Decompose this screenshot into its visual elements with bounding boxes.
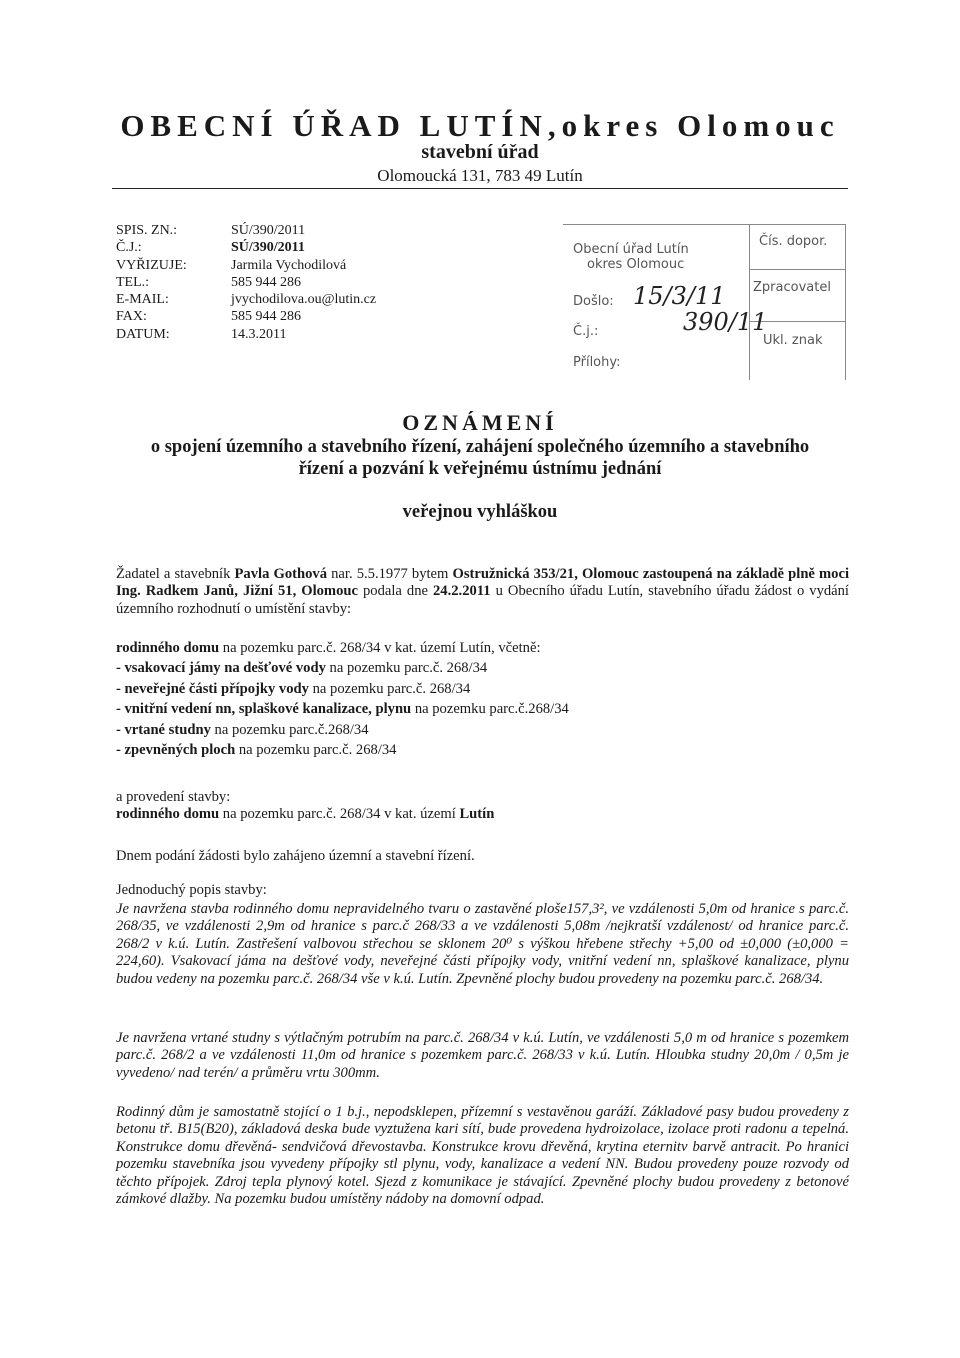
info-row-vyrizuje: VYŘIZUJE: Jarmila Vychodilová [116,257,347,273]
stamp-zpracovatel: Zpracovatel [753,280,831,295]
office-address: Olomoucká 131, 783 49 Lutín [377,166,583,185]
stamp-ukl-znak: Ukl. znak [763,333,823,348]
registry-stamp [563,224,846,380]
applicant-address: Ostružnická 353/21, Olomouc zastoupená na základě plně moci Ing. Radkem Janů, Jižní 51, Olomouc [116,566,850,600]
notice-title: OZNÁMENÍ [402,410,558,435]
stamp-office-line2: okres Olomouc [587,257,685,272]
procedure-started: Dnem podání žádosti bylo zahájeno územní a stavební řízení. [116,848,475,864]
stamp-dosla-label: Došlo: [573,294,614,309]
description-paragraph-1: Je navržena stavba rodinného domu nepravidelného tvaru o zastavěné ploše157,3², ve vzdálenosti 5,0m od hranice s parc.č. 268/35, ve vzdálenosti 2,9m od hranice s parc.č 268/33 a ve vzdálenosti 5,08m /nejkratší vzdálenost/ od hranice parc.č. 268/2 v k.ú. Lutín. Zastřešení valbovou střechou se sklonem 20⁰ s výškou hřebene střechy +5,00 od ±0,000 (±0,000 = 224,60). Vsakovací jáma na dešťové vody, neveřejné části přípojky vody, vnitřní vedení nn, splaškové kanalizace, plynu budou vedeny na pozemku parc.č. 268/34 vše v k.ú. Lutín. Zpevněné plochy budou provedeny na pozemku parc.č. 268/34. [116,901,849,987]
stamp-cis-dopor: Čís. dopor. [759,234,828,249]
list-item: - neveřejné části přípojky vody na pozemku parc.č. 268/34 [116,680,471,697]
placement-main: rodinného domu na pozemku parc.č. 268/34 v kat. území Lutín, včetně: [116,640,541,656]
application-date: 24.2.2011 [433,583,491,600]
description-paragraph-2: Je navržena vrtané studny s výtlačným potrubím na parc.č. 268/34 v k.ú. Lutín, ve vzdálenosti 5,0 m od hranice s pozemkem parc.č. 268/2 a ve vzdálenosti 11,0m od hranice s pozemkem parc.č. 268/33 v k.ú. Lutín. Hloubka studny 20,0m / 0,5m je vyvedeno/ nad terén/ a průměru vrtu 300mm. [116,1030,849,1081]
file-info [116,222,376,343]
info-row-fax: FAX: 585 944 286 [116,309,301,325]
notice-subtitle: o spojení územního a stavebního řízení, zahájení společného územního a stavebního řízení a pozvání k veřejnému ústnímu jednání [150,437,810,479]
stamp-office-line1: Obecní úřad Lutín [573,242,689,257]
list-item: - vrtané studny na pozemku parc.č.268/34 [116,721,369,738]
list-item: - zpevněných ploch na pozemku parc.č. 268/34 [116,742,397,759]
stamp-dosla-handwritten: 15/3/11 [633,282,726,310]
placement-list [116,640,849,759]
info-row-datum: DATUM: 14.3.2011 [116,326,287,342]
info-row-email: E-MAIL: jvychodilova.ou@lutin.cz [116,292,377,308]
list-item: - vsakovací jámy na dešťové vody na pozemku parc.č. 268/34 [116,660,488,677]
office-department: stavební úřad [421,141,539,163]
info-row-tel: TEL.: 585 944 286 [116,274,301,290]
office-title: OBECNÍ ÚŘAD LUTÍN,okres Olomouc [120,108,840,143]
description-paragraph-3: Rodinný dům je samostatně stojící o 1 b.j., nepodsklepen, přízemní s vestavěnou garáží. Základové pasy budou provedeny z betonu tř. B15(B20), základová deska bude vyztužena kari sítí, bude provedena hydroizolace, izolace proti radonu a tepelná. Konstrukce domu dřevěná- sendvičová dřevostavba. Konstrukce krovu dřevěná, krytina eternitv barvě antracit. Po hranici pozemku stavebníka jsou vyvedeny přípojky stl plynu, vody, kanalizace a vedení NN. Budou provedeny pouze rozvody od těchto přípojek. Zdroj tepla plynový kotel. Sjezd z komunikace je stávající. Zpevněné plochy budou provedeny z betonové zámkové dlažby. Na pozemku budou umístěny nádoby na domovní odpad. [116,1104,849,1208]
info-row-spis: SPIS. ZN.: SÚ/390/2011 [116,223,306,238]
info-row-cj: Č.J.: SÚ/390/2011 [116,240,305,256]
applicant-paragraph: Žadatel a stavebník Pavla Gothová nar. 5.5.1977 bytem Ostružnická 353/21, Olomouc zastoupená na základě plně moci Ing. Radkem Janů, Jižní 51, Olomouc podala dne 24.2.2011 u Obecního úřadu Lutín, stavebního úřadu žádost o vydání územního rozhodnutí o umístění stavby: [116,566,850,617]
applicant-name: Pavla Gothová [234,566,328,582]
list-item: - vnitřní vedení nn, splaškové kanalizace, plynu na pozemku parc.č.268/34 [116,701,569,718]
stamp-cj-handwritten: 390/11 [683,308,768,336]
description-heading: Jednoduchý popis stavby: [116,882,267,898]
stamp-prilohy-label: Přílohy: [573,355,621,370]
notice-form: veřejnou vyhláškou [402,502,558,522]
construction-section: a provedení stavby: rodinného domu na pozemku parc.č. 268/34 v kat. území Lutín [116,789,495,823]
header-divider [112,188,848,189]
stamp-cj-label: Č.j.: [573,324,599,339]
